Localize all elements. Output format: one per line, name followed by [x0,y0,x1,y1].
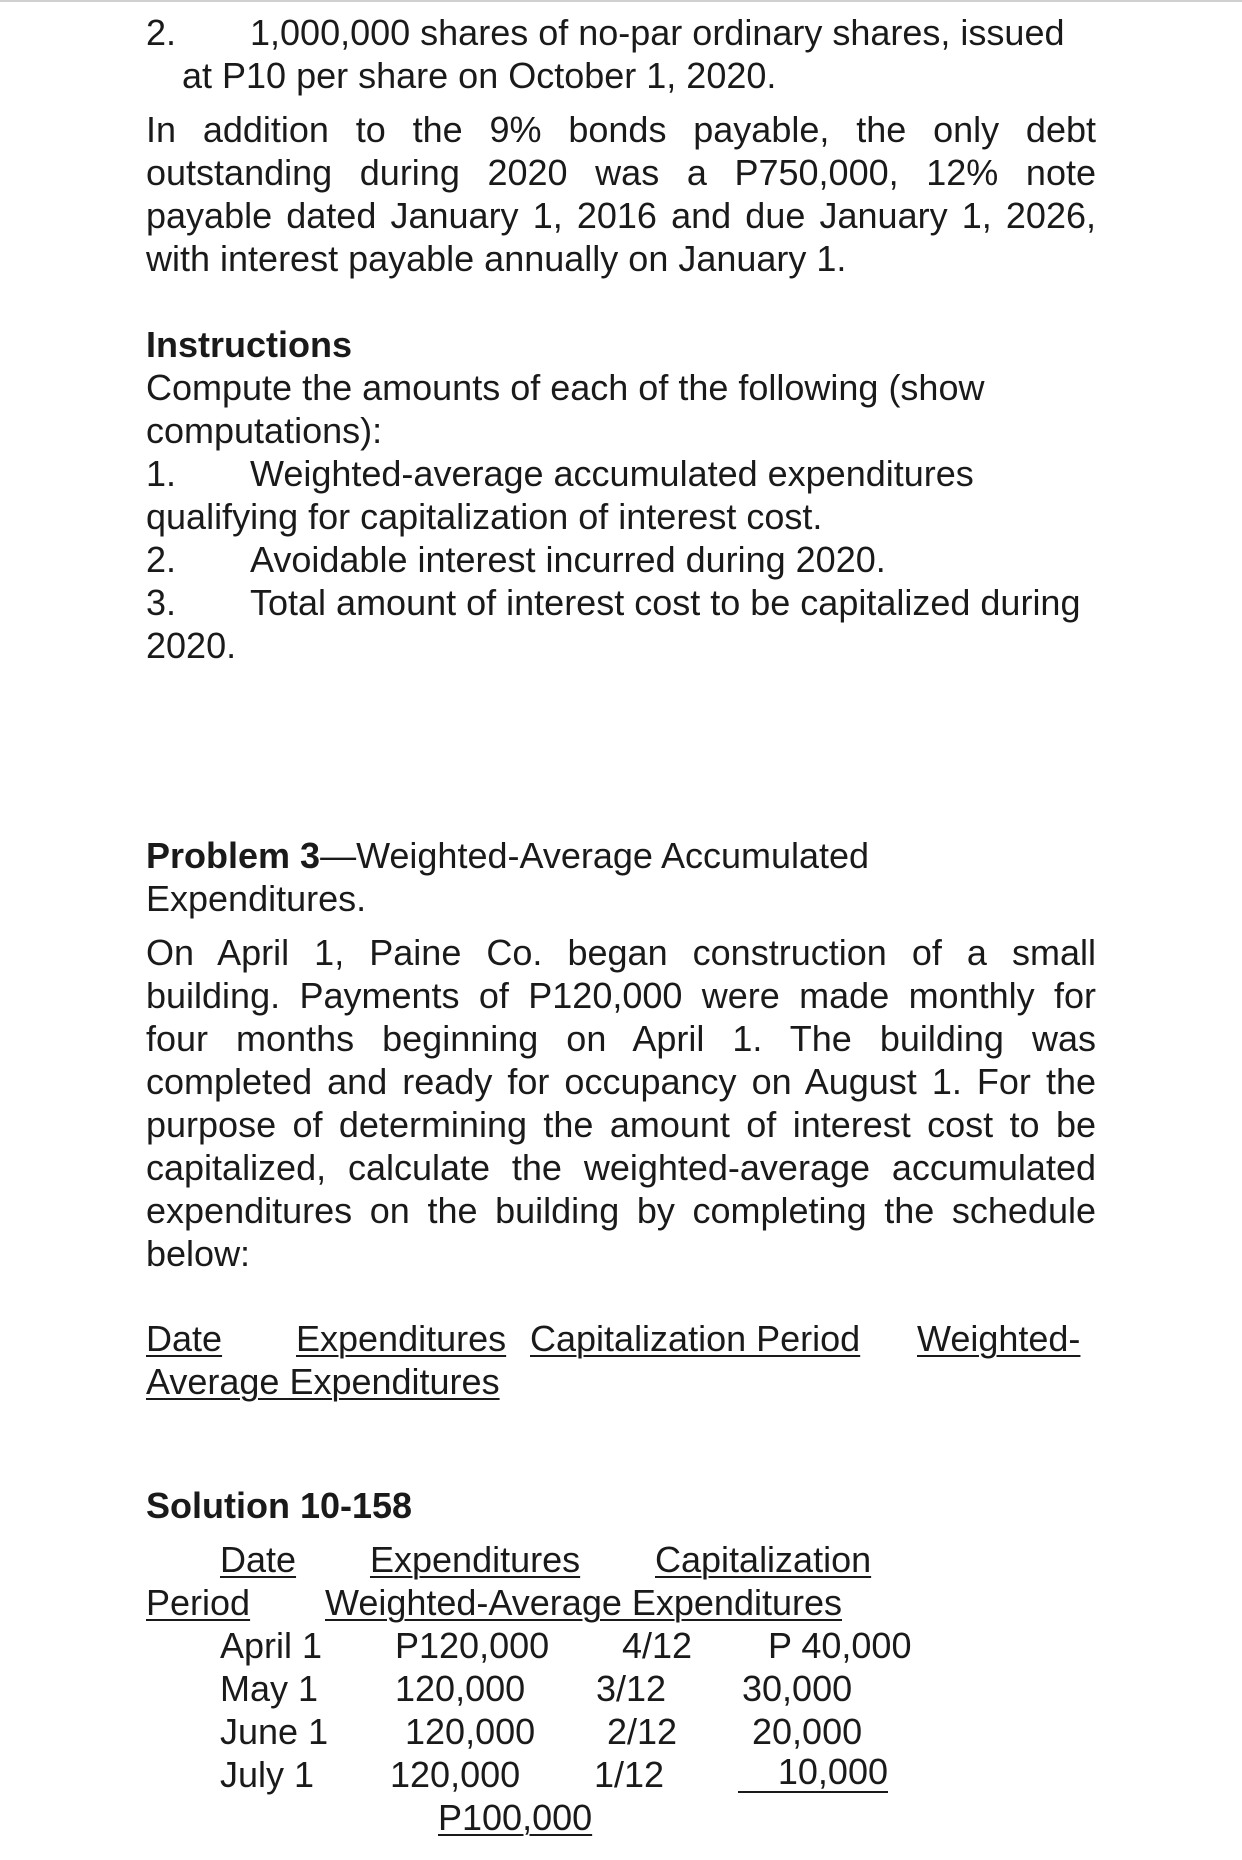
row-weighted: 30,000 [742,1668,853,1709]
solution-header-period: Period [146,1582,251,1623]
solution-header-date: Date [220,1539,297,1580]
row-date: June 1 [220,1711,329,1752]
row-weighted: 20,000 [752,1711,863,1752]
row-date: July 1 [220,1754,315,1795]
problem-heading-rest: —Weighted-Average Accumulated [320,835,870,876]
paragraph-line: payable dated January 1, 2016 and due January 1, 2026, [146,195,1096,236]
paragraph-line: with interest payable annually on January 1. [146,238,847,279]
problem-heading-bold: Problem 3 [146,835,321,876]
instruction-number: 1. [146,453,177,494]
row-period: 1/12 [594,1754,665,1795]
row-period: 4/12 [622,1625,693,1666]
instruction-number: 3. [146,582,177,623]
top-border [0,0,1242,2]
schedule-header-weighted: Weighted- [917,1318,1081,1359]
row-weighted-underlined: 10,000 [738,1753,888,1793]
row-date: May 1 [220,1668,319,1709]
row-date: April 1 [220,1625,323,1666]
row-expenditure: 120,000 [395,1668,526,1709]
paragraph-line: completed and ready for occupancy on August 1. For the [146,1061,1096,1102]
row-expenditure: 120,000 [405,1711,536,1752]
row-expenditure: 120,000 [390,1754,521,1795]
problem-heading-line2: Expenditures. [146,878,367,919]
schedule-header-expenditures: Expenditures [296,1318,507,1359]
paragraph-line: building. Payments of P120,000 were made monthly for [146,975,1096,1016]
row-period: 2/12 [607,1711,678,1752]
instruction-text: qualifying for capitalization of interest cost. [146,496,823,537]
solution-header-capitalization: Capitalization [655,1539,872,1580]
instructions-intro: computations): [146,410,383,451]
schedule-header-date: Date [146,1318,223,1359]
paragraph-line: four months beginning on April 1. The building was [146,1018,1096,1059]
problem-heading [146,834,869,877]
instruction-number: 2. [146,539,177,580]
solution-heading: Solution 10-158 [146,1485,413,1526]
row-period: 3/12 [596,1668,667,1709]
instructions-heading: Instructions [146,324,353,365]
instruction-text: Weighted-average accumulated expenditures [250,453,974,494]
paragraph-line: expenditures on the building by completing the schedule [146,1190,1096,1231]
instruction-text: Total amount of interest cost to be capitalized during [250,582,1081,623]
schedule-header-capitalization-period: Capitalization Period [530,1318,861,1359]
solution-header-expenditures: Expenditures [370,1539,581,1580]
instruction-text: Avoidable interest incurred during 2020. [250,539,886,580]
paragraph-line: capitalized, calculate the weighted-average accumulated [146,1147,1096,1188]
item-number: 2. [146,12,177,53]
instruction-text: 2020. [146,625,237,666]
paragraph-line: outstanding during 2020 was a P750,000, 12% note [146,152,1096,193]
paragraph-line: In addition to the 9% bonds payable, the only debt [146,109,1096,150]
paragraph-line: On April 1, Paine Co. began construction of a small [146,932,1096,973]
paragraph-line: below: [146,1233,251,1274]
row-expenditure: P120,000 [395,1625,550,1666]
row-weighted: P 40,000 [768,1625,912,1666]
solution-header-weighted: Weighted-Average Expenditures [325,1582,842,1623]
schedule-header-weighted-line2: Average Expenditures [146,1361,500,1402]
paragraph-line: purpose of determining the amount of interest cost to be [146,1104,1096,1145]
item-text-line: 1,000,000 shares of no-par ordinary shares, issued [250,12,1065,53]
solution-total: P100,000 [438,1797,593,1838]
instructions-intro: Compute the amounts of each of the following (show [146,367,985,408]
item-text-line: at P10 per share on October 1, 2020. [182,55,777,96]
